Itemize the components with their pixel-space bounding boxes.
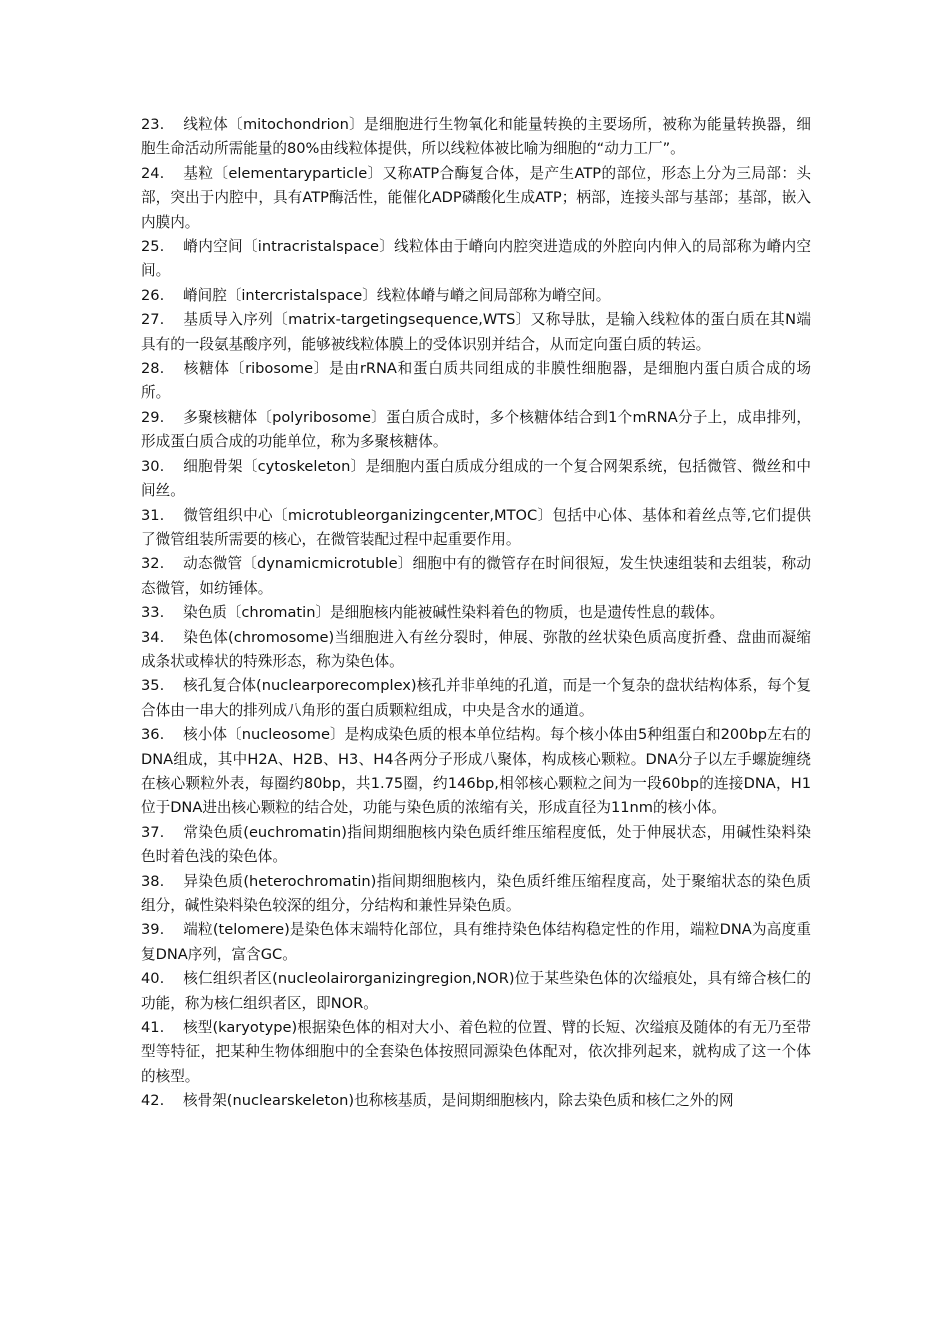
entry-number: 34. [141, 628, 165, 646]
glossary-entry-42 [141, 1089, 811, 1113]
entry-text: 基质导入序列〔matrix-targetingsequence,WTS〕又称导肽，是输入线粒体的蛋白质在其N端具有的一段氨基酸序列，能够被线粒体膜上的受体识别并结合，从而定向蛋白质的转运。 [141, 311, 811, 353]
glossary-entry-31 [141, 504, 811, 553]
entry-number: 27. [141, 311, 165, 329]
entry-text: 核孔复合体(nuclearporecomplex)核孔并非单纯的孔道，而是一个复杂的盘状结构体系，每个复合体由一串大的排列成八角形的蛋白质颗粒组成，中央是含水的通道。 [141, 677, 811, 719]
entry-text: 基粒〔elementaryparticle〕又称ATP合酶复合体，是产生ATP的部位，形态上分为三局部：头部，突出于内腔中，具有ATP酶活性，能催化ADP磷酸化生成ATP；柄部，连接头部与基部；基部，嵌入内膜内。 [141, 164, 811, 231]
glossary-entry-39 [141, 918, 811, 967]
glossary-entry-27 [141, 308, 811, 357]
glossary-entry-37 [141, 821, 811, 870]
entry-number: 35. [141, 677, 165, 695]
glossary-entry-33 [141, 601, 811, 625]
entry-text: 多聚核糖体〔polyribosome〕蛋白质合成时，多个核糖体结合到1个mRNA分子上，成串排列，形成蛋白质合成的功能单位，称为多聚核糖体。 [141, 408, 811, 451]
glossary-entry-35 [141, 674, 811, 723]
entry-text: 细胞骨架〔cytoskeleton〕是细胞内蛋白质成分组成的一个复合网架系统，包括微管、微丝和中间丝。 [141, 457, 811, 500]
entry-text: 异染色质(heterochromatin)指间期细胞核内，染色质纤维压缩程度高，处于聚缩状态的染色质组分，碱性染料染色较深的组分，分结构和兼性异染色质。 [141, 872, 811, 914]
entry-number: 32. [141, 555, 165, 573]
glossary-entry-26 [141, 284, 811, 308]
glossary-entry-34 [141, 626, 811, 675]
glossary-entry-30 [141, 455, 811, 504]
glossary-entry-38 [141, 870, 811, 919]
entry-number: 24. [141, 164, 165, 182]
entry-number: 39. [141, 921, 165, 939]
entry-text: 核仁组织者区(nucleolairorganizingregion,NOR)位于某些染色体的次缢痕处，具有缔合核仁的功能，称为核仁组织者区，即NOR。 [141, 970, 811, 1012]
entry-text: 常染色质(euchromatin)指间期细胞核内染色质纤维压缩程度低，处于伸展状态，用碱性染料染色时着色浅的染色体。 [141, 823, 811, 866]
entry-number: 40. [141, 970, 165, 988]
entry-text: 染色质〔chromatin〕是细胞核内能被碱性染料着色的物质，也是遗传性息的载体。 [183, 604, 725, 622]
entry-number: 36. [141, 726, 165, 744]
entry-number: 42. [141, 1092, 165, 1110]
glossary-entry-36 [141, 723, 811, 821]
entry-text: 染色体(chromosome)当细胞进入有丝分裂时，伸展、弥散的丝状染色质高度折叠、盘曲而凝缩成条状或棒状的特殊形态，称为染色体。 [141, 628, 811, 670]
entry-number: 31. [141, 506, 165, 524]
glossary-entry-23 [141, 113, 811, 162]
glossary-entry-25 [141, 235, 811, 284]
entry-number: 41. [141, 1019, 165, 1037]
glossary-entry-24 [141, 162, 811, 235]
entry-number: 25. [141, 238, 165, 256]
glossary-list [141, 113, 811, 1114]
entry-number: 37. [141, 823, 165, 841]
entry-number: 30. [141, 457, 165, 475]
entry-number: 23. [141, 116, 165, 133]
entry-text: 核型(karyotype)根据染色体的相对大小、着色粒的位置、臂的长短、次缢痕及随体的有无乃至带型等特征，把某种生物体细胞中的全套染色体按照同源染色体配对，依次排列起来，就构成了这一个体的核型。 [141, 1019, 811, 1085]
glossary-entry-40 [141, 967, 811, 1016]
entry-number: 26. [141, 286, 165, 304]
glossary-entry-32 [141, 552, 811, 601]
entry-text: 核糖体〔ribosome〕是由rRNA和蛋白质共同组成的非膜性细胞器，是细胞内蛋白质合成的场所。 [141, 360, 811, 402]
entry-text: 微管组织中心〔microtubleorganizingcenter,MTOC〕包括中心体、基体和着丝点等,它们提供了微管组装所需要的核心，在微管装配过程中起重要作用。 [141, 506, 811, 548]
entry-text: 线粒体〔mitochondrion〕是细胞进行生物氧化和能量转换的主要场所，被称为能量转换器，细胞生命活动所需能量的80%由线粒体提供，所以线粒体被比喻为细胞的“动力工厂”。 [141, 116, 811, 158]
entry-number: 29. [141, 408, 165, 426]
entry-number: 38. [141, 872, 165, 890]
entry-number: 33. [141, 604, 165, 622]
entry-text: 核小体〔nucleosome〕是构成染色质的根本单位结构。每个核小体由5种组蛋白和200bp左右的DNA组成，其中H2A、H2B、H3、H4各两分子形成八聚体，构成核心颗粒。DNA分子以左手螺旋缠绕在核心颗粒外表，每圈约80bp，共1.75圈，约146bp,相邻核心颗粒之间为一段60bp的连接DNA，H1位于DNA进出核心颗粒的结合处，功能与染色质的浓缩有关，形成直径为11nm的核小体。 [141, 726, 811, 817]
entry-text: 动态微管〔dynamicmicrotuble〕细胞中有的微管存在时间很短，发生快速组装和去组装，称动态微管，如纺锤体。 [141, 555, 811, 597]
entry-number: 28. [141, 360, 165, 378]
entry-text: 核骨架(nuclearskeleton)也称核基质，是间期细胞核内，除去染色质和核仁之外的网 [183, 1092, 734, 1110]
entry-text: 端粒(telomere)是染色体末端特化部位，具有维持染色体结构稳定性的作用，端粒DNA为高度重复DNA序列，富含GC。 [141, 921, 811, 963]
entry-text: 嵴内空间〔intracristalspace〕线粒体由于嵴向内腔突进造成的外腔向内伸入的局部称为嵴内空间。 [141, 238, 811, 280]
glossary-entry-29 [141, 406, 811, 455]
glossary-entry-28 [141, 357, 811, 406]
glossary-entry-41 [141, 1016, 811, 1089]
entry-text: 嵴间腔〔intercristalspace〕线粒体嵴与嵴之间局部称为嵴空间。 [183, 286, 611, 304]
